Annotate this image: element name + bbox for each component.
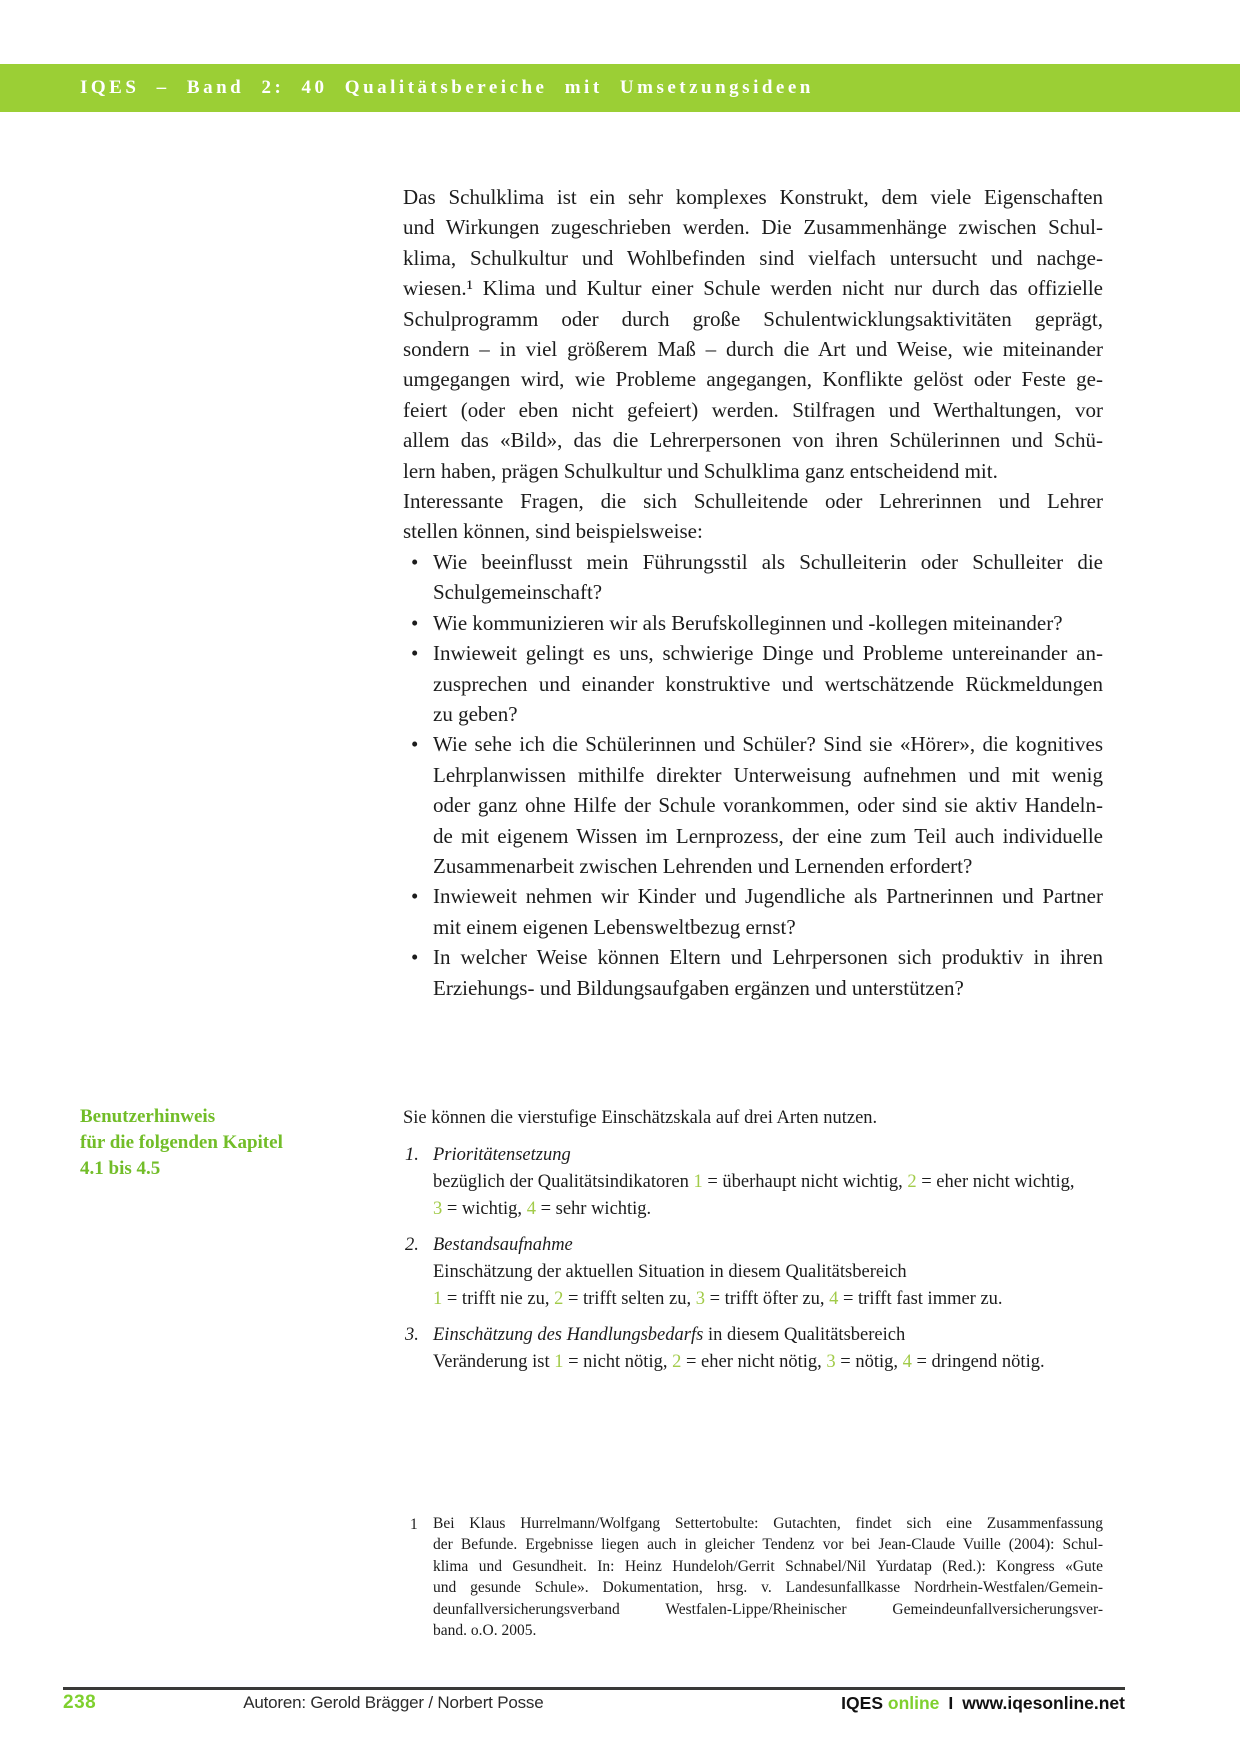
bullet-icon: • xyxy=(411,945,419,970)
bullet-line: Inwieweit nehmen wir Kinder und Jugendliche als Partnerinnen und Partner xyxy=(433,884,1103,909)
brand-separator: I xyxy=(948,1693,954,1713)
paragraph-line: stellen können, sind beispielsweise: xyxy=(403,519,703,544)
paragraph-line: lern haben, prägen Schulkultur und Schulklima ganz entscheidend mit. xyxy=(403,458,998,483)
italic-term: Einschätzung des Handlungsbedarfs xyxy=(433,1325,704,1345)
usage-item-line: Einschätzung der aktuellen Situation in diesem Qualitätsbereich xyxy=(433,1262,907,1282)
bullet-icon: • xyxy=(411,884,419,909)
usage-items xyxy=(403,1142,1103,1376)
usage-item-line: 1 = trifft nie zu, 2 = trifft selten zu, 3 = trifft öfter zu, 4 = trifft fast immer zu. xyxy=(433,1289,1003,1309)
bullet-icon: • xyxy=(411,732,419,757)
footnote-line: und gesunde Schule». Dokumentation, hrsg. v. Landesunfallkasse Nordrhein-Westfalen/Gemein- xyxy=(433,1579,1103,1597)
scale-value-number: 3 xyxy=(433,1199,443,1219)
scale-value-number: 4 xyxy=(902,1352,912,1372)
bullet-item xyxy=(403,608,1103,638)
usage-item xyxy=(403,1322,1103,1376)
bullet-item xyxy=(403,942,1103,1003)
paragraph-line: klima, Schulkultur und Wohlbefinden sind vielfach untersucht und nachge- xyxy=(403,245,1103,270)
paragraph-line: sondern – in viel größerem Maß – durch die Art und Weise, wie miteinander xyxy=(403,337,1103,362)
scale-value-number: 1 xyxy=(433,1289,443,1309)
sidebar-note-line: 4.1 bis 4.5 xyxy=(80,1158,161,1179)
bullet-icon: • xyxy=(411,610,419,635)
scale-value-number: 4 xyxy=(829,1289,839,1309)
footer-brand xyxy=(841,1692,1125,1714)
usage-item-title xyxy=(433,1232,1103,1259)
footer xyxy=(63,1692,1125,1714)
usage-section xyxy=(403,1105,1103,1385)
scale-value-number: 1 xyxy=(693,1172,703,1192)
paragraph-line: allem das «Bild», das die Lehrerpersonen von ihren Schülerinnen und Schü- xyxy=(403,428,1103,453)
body-paragraphs xyxy=(403,182,1103,547)
bullet-line: oder ganz ohne Hilfe der Schule vorankommen, oder sind sie aktiv Handeln- xyxy=(433,793,1103,818)
bullet-icon: • xyxy=(411,641,419,666)
paragraph-line: Das Schulklima ist ein sehr komplexes Konstrukt, dem viele Eigenschaften xyxy=(403,185,1103,209)
footer-rule xyxy=(63,1687,1125,1690)
footnote xyxy=(403,1513,1103,1641)
bullet-line: zu geben? xyxy=(433,701,518,726)
bullet-line: Schulgemeinschaft? xyxy=(433,580,603,605)
usage-item xyxy=(403,1142,1103,1223)
usage-item-title xyxy=(433,1142,1103,1169)
footnote-marker: 1 xyxy=(410,1516,418,1533)
bullet-line: Wie beeinflusst mein Führungsstil als Schulleiterin oder Schulleiter die xyxy=(433,549,1103,574)
scale-value-number: 2 xyxy=(554,1289,564,1309)
footnote-line: band. o.O. 2005. xyxy=(433,1622,537,1640)
scale-value-number: 2 xyxy=(907,1172,917,1192)
scale-value-number: 4 xyxy=(526,1199,536,1219)
bullet-line: zusprechen und einander konstruktive und wertschätzende Rückmeldungen xyxy=(433,671,1103,696)
scale-value-number: 3 xyxy=(826,1352,836,1372)
footnote-line: der Befunde. Ergebnisse liegen auch in gleicher Tendenz vor bei Jean-Claude Vuille (2004): Schul- xyxy=(433,1536,1103,1554)
bullet-line: Wie kommunizieren wir als Berufskolleginnen und -kollegen miteinander? xyxy=(433,610,1063,635)
usage-item-title: Einschätzung des Handlungsbedarfs in diesem Qualitätsbereich xyxy=(433,1325,906,1345)
usage-intro: Sie können die vierstufige Einschätzskala auf drei Arten nutzen. xyxy=(403,1108,878,1128)
paragraph-line: umgegangen wird, wie Probleme angegangen, Konflikte gelöst oder Feste ge- xyxy=(403,367,1103,392)
usage-item-number: 1. xyxy=(405,1145,419,1165)
usage-item xyxy=(403,1232,1103,1313)
paragraph-line: Interessante Fragen, die sich Schulleitende oder Lehrerinnen und Lehrer xyxy=(403,489,1103,514)
paragraph-line: und Wirkungen zugeschrieben werden. Die Zusammenhänge zwischen Schul- xyxy=(403,215,1103,240)
scale-value-number: 1 xyxy=(554,1352,564,1372)
brand-name: IQES xyxy=(841,1693,883,1713)
bullet-line: Erziehungs- und Bildungsaufgaben ergänzen und unterstützen? xyxy=(433,975,964,1000)
sidebar-note-line: für die folgenden Kapitel xyxy=(80,1132,283,1153)
paragraph-line: Schulprogramm oder durch große Schulentwicklungsaktivitäten geprägt, xyxy=(403,306,1103,331)
usage-item-number: 3. xyxy=(405,1325,419,1345)
usage-item-line: 3 = wichtig, 4 = sehr wichtig. xyxy=(433,1199,652,1219)
header-bar xyxy=(0,64,1240,112)
footnote-lines xyxy=(433,1513,1103,1641)
footnote-line: Bei Klaus Hurrelmann/Wolfgang Settertobulte: Gutachten, findet sich eine Zusammenfassung xyxy=(433,1515,1103,1532)
brand-url: www.iqesonline.net xyxy=(962,1693,1125,1713)
bullet-item xyxy=(403,729,1103,881)
scale-value-number: 3 xyxy=(695,1289,705,1309)
footnote-line: klima und Gesundheit. In: Heinz Hundeloh/Gerrit Schnabel/Nil Yurdatap (Red.): Kongress «Gute xyxy=(433,1557,1103,1575)
bullet-item xyxy=(403,547,1103,608)
bullet-line: In welcher Weise können Eltern und Lehrpersonen sich produktiv in ihren xyxy=(433,945,1103,970)
footer-authors: Autoren: Gerold Brägger / Norbert Posse xyxy=(243,1693,544,1712)
usage-item-line: bezüglich der Qualitätsindikatoren 1 = überhaupt nicht wichtig, 2 = eher nicht wichtig, xyxy=(433,1172,1075,1192)
usage-item-number: 2. xyxy=(405,1235,419,1255)
bullet-icon: • xyxy=(411,549,419,574)
paragraph-line: feiert (oder eben nicht gefeiert) werden. Stilfragen und Werthaltungen, vor xyxy=(403,397,1103,422)
brand-online: online xyxy=(887,1693,940,1713)
bullet-line: Zusammenarbeit zwischen Lehrenden und Lernenden erfordert? xyxy=(433,853,973,878)
page-number: 238 xyxy=(63,1692,97,1713)
bullet-item xyxy=(403,881,1103,942)
bullet-line: Inwieweit gelingt es uns, schwierige Dinge und Probleme untereinander an- xyxy=(433,641,1103,666)
header-title: IQES – Band 2: 40 Qualitätsbereiche mit Umsetzungsideen xyxy=(80,77,814,98)
bullet-line: Lehrplanwissen mithilfe direkter Unterweisung aufnehmen und mit wenig xyxy=(433,762,1103,787)
sidebar-note-line: Benutzerhinweis xyxy=(80,1106,216,1127)
scale-value-number: 2 xyxy=(672,1352,682,1372)
footnote-line: deunfallversicherungsverband Westfalen-Lippe/Rheinischer Gemeindeunfallversicherungsver- xyxy=(433,1600,1103,1618)
usage-item-line: Veränderung ist 1 = nicht nötig, 2 = eher nicht nötig, 3 = nötig, 4 = dringend nötig. xyxy=(433,1352,1045,1372)
bullet-line: mit einem eigenen Lebensweltbezug ernst? xyxy=(433,914,796,939)
italic-term: Prioritätensetzung xyxy=(433,1145,571,1165)
italic-term: Bestandsaufnahme xyxy=(433,1235,573,1255)
bullet-list xyxy=(403,547,1103,1003)
sidebar-note xyxy=(80,1104,380,1182)
bullet-line: Wie sehe ich die Schülerinnen und Schüler? Sind sie «Hörer», die kognitives xyxy=(433,732,1103,757)
bullet-item xyxy=(403,638,1103,729)
bullet-line: de mit eigenem Wissen im Lernprozess, der eine zum Teil auch individuelle xyxy=(433,823,1103,848)
body-column xyxy=(403,182,1103,1003)
paragraph-line: wiesen.¹ Klima und Kultur einer Schule werden nicht nur durch das offizielle xyxy=(403,276,1103,301)
